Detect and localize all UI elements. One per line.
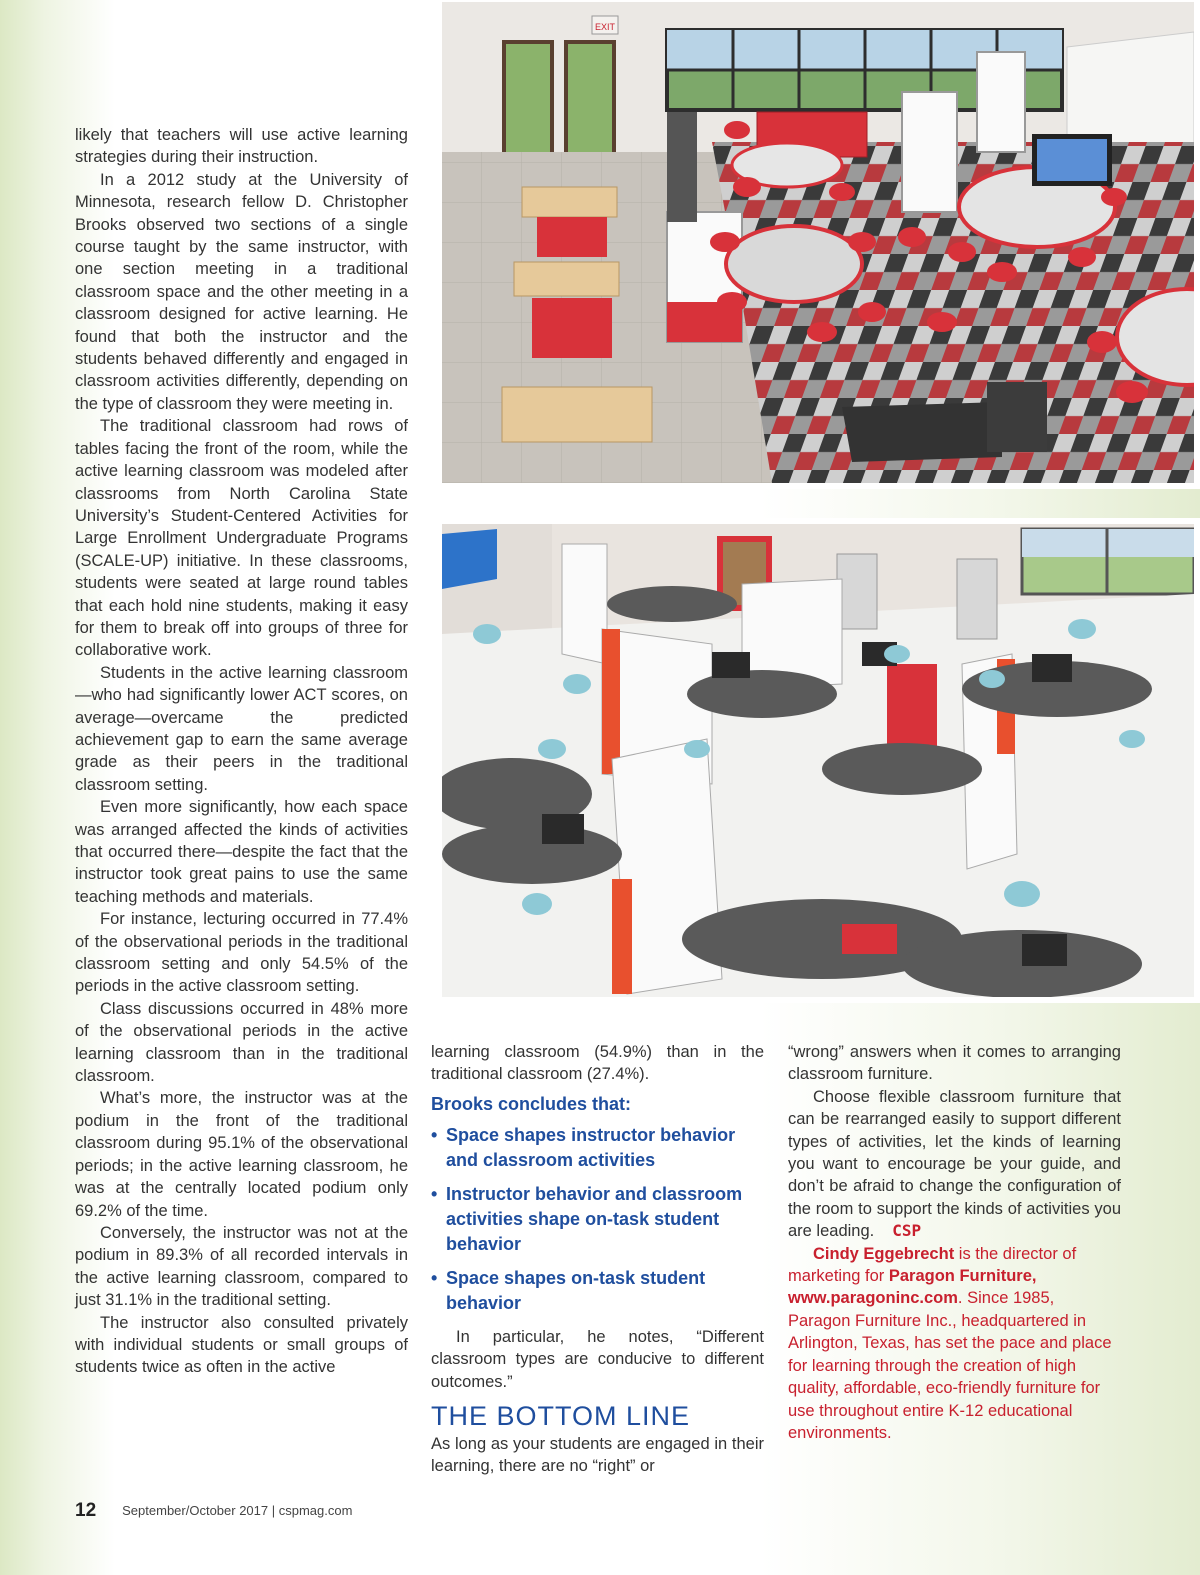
author-name: Cindy Eggebrecht xyxy=(813,1244,955,1263)
paragraph: What’s more, the instructor was at the podium in the front of the traditional classroom during 95.1% of the observational periods; in the active learning classroom, he was at the centrally located podium only 69.2% of the time. xyxy=(75,1089,408,1220)
paragraph: Even more significantly, how each space was arranged affected the kinds of activities that occurred there—despite the fact that the instructor took great pains to use the same teaching methods and materials. xyxy=(75,798,408,906)
page-footer xyxy=(75,1500,352,1522)
bullet-text: Instructor behavior and classroom activities shape on-task student behavior xyxy=(446,1183,743,1254)
flexible-classroom-illustration xyxy=(442,524,1194,997)
paragraph: As long as your students are engaged in their learning, there are no “right” or xyxy=(431,1435,764,1476)
conclusions-list xyxy=(431,1123,764,1316)
list-item xyxy=(431,1182,764,1257)
author-bio xyxy=(788,1243,1121,1445)
paragraph: likely that teachers will use active learning strategies during their instruction. xyxy=(75,126,408,167)
bullet-text: Space shapes on-task student behavior xyxy=(446,1267,706,1313)
red-classroom-illustration xyxy=(442,2,1194,483)
paragraph: The traditional classroom had rows of tables facing the front of the room, while the active learning classroom was modeled after classrooms from North Carolina State University’s Student-Centered Activities for Large Enrollment Undergraduate Programs (SCALE-UP) initiative. In these classrooms, students were seated at large round tables that each hold nine students, making it easy for them to break off into groups of three for collaborative work. xyxy=(75,417,408,660)
bio-text: . Since 1985, Paragon Furniture Inc., headquartered in Arlington, Texas, has set the pace and place for learning through the creation of high quality, affordable, eco-friendly furniture for use throughout entire K-12 educational environments. xyxy=(788,1289,1112,1442)
list-item xyxy=(431,1123,764,1173)
paragraph: Class discussions occurred in 48% more of the observational periods in the active learning classroom than in the traditional classroom. xyxy=(75,999,408,1086)
paragraph xyxy=(788,1086,1121,1243)
article-column-3 xyxy=(788,1041,1121,1444)
paragraph: Conversely, the instructor was not at the podium in 89.3% of all recorded intervals in the active learning classroom, compared to just 31.1% in the traditional setting. xyxy=(75,1223,408,1310)
photo-flexible-classroom xyxy=(436,518,1200,1003)
paragraph: For instance, lecturing occurred in 77.4% of the observational periods in the traditional classroom setting and only 54.5% of the periods in the active classroom setting. xyxy=(75,910,408,996)
paragraph: “wrong” answers when it comes to arranging classroom furniture. xyxy=(788,1043,1121,1084)
closing-text: Choose flexible classroom furniture that can be rearranged easily to support different types of activities, let the kinds of learning you want to encourage be your guide, and don’t be afraid to change the configuration of the room to support the kinds of activities you are leading. xyxy=(788,1087,1121,1241)
bullet-text: Space shapes instructor behavior and classroom activities xyxy=(446,1124,736,1170)
paragraph: In a 2012 study at the University of Minnesota, research fellow D. Christopher Brooks observed two sections of a single course taught by the same instructor, with one section meeting in a traditional classroom space and the other meeting in a classroom designed for active learning. He found that both the instructor and the students behaved differently and engaged in classroom activities differently, depending on the type of classroom they were meeting in. xyxy=(75,170,408,413)
bullet-glyph: • xyxy=(431,1183,438,1204)
bullet-glyph: • xyxy=(431,1267,438,1288)
paragraph: The instructor also consulted privately with individual students or small groups of students twice as often in the active xyxy=(75,1313,408,1377)
photo-red-classroom xyxy=(436,0,1200,489)
company-link[interactable]: Paragon Furniture, www.paragoninc.com xyxy=(788,1267,1037,1308)
end-mark: CSP xyxy=(892,1221,922,1241)
paragraph: Students in the active learning classroom—who had significantly lower ACT scores, on average—overcame the predicted achievement gap to earn the same average grade as their peers in the traditional classroom setting. xyxy=(75,663,408,794)
paragraph: learning classroom (54.9%) than in the traditional classroom (27.4%). xyxy=(431,1043,764,1084)
bio-text: is the director of marketing for xyxy=(788,1244,1077,1286)
bullet-glyph: • xyxy=(431,1124,438,1145)
exit-sign: EXIT xyxy=(594,22,616,32)
concludes-heading: Brooks concludes that: xyxy=(431,1093,632,1114)
article-column-1 xyxy=(75,124,408,1379)
paragraph: In particular, he notes, “Different classroom types are conducive to different outcomes.” xyxy=(431,1327,764,1391)
issue-line: September/October 2017 | cspmag.com xyxy=(122,1503,353,1518)
list-item xyxy=(431,1266,764,1316)
article-column-2 xyxy=(431,1041,764,1478)
page-number: 12 xyxy=(75,1500,97,1521)
section-title: THE BOTTOM LINE xyxy=(431,1401,691,1432)
